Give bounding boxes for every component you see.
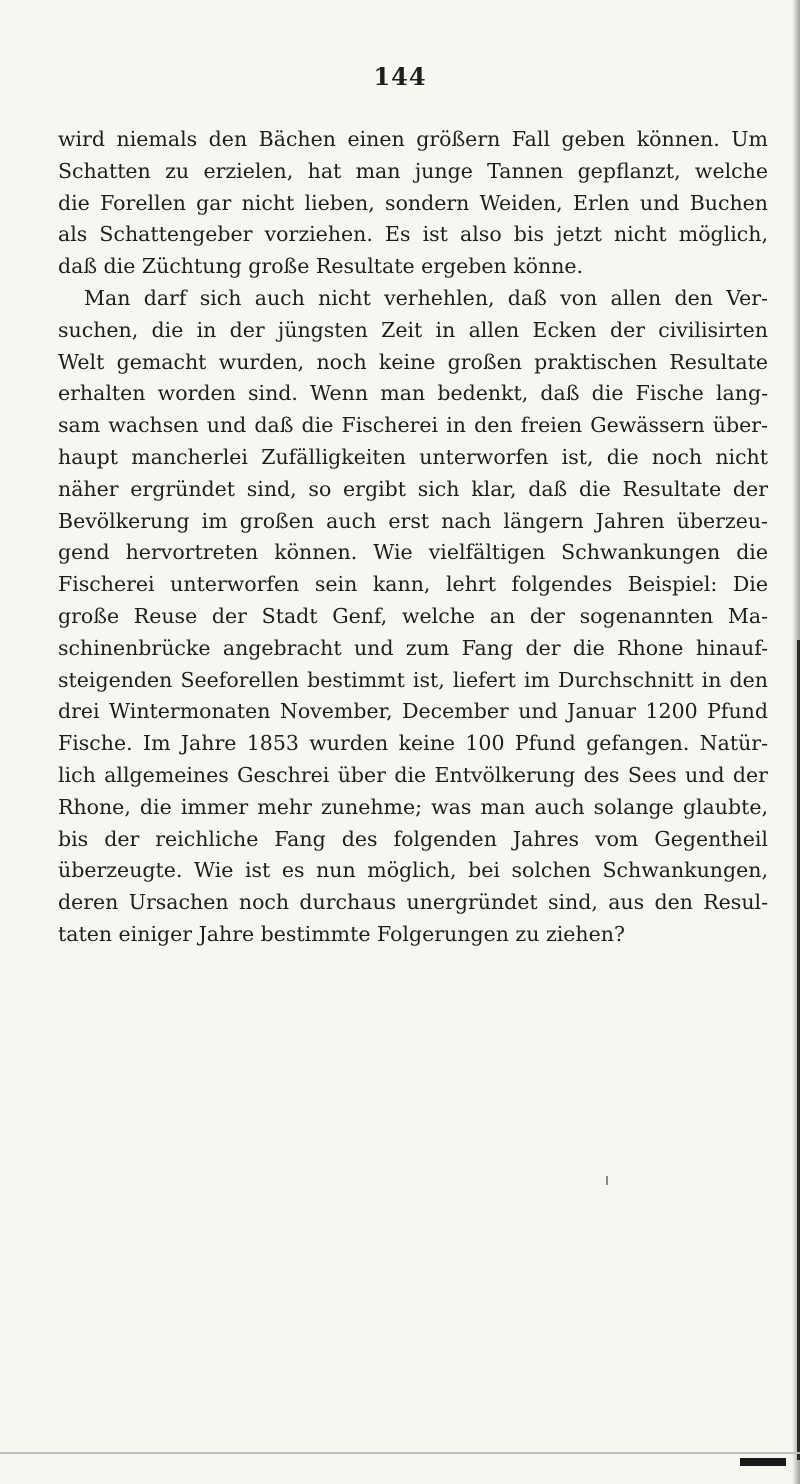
text-line: wird niemals den Bächen einen größern Fall geben können. Um: [58, 127, 768, 151]
text-line: lich allgemeines Geschrei über die Entvölkerung des Sees und der: [58, 762, 768, 787]
text-line: Man darf sich auch nicht verhehlen, daß von allen den Ver-: [84, 285, 768, 310]
text-line: Fischerei unterworfen sein kann, lehrt folgendes Beispiel: Die: [58, 572, 768, 597]
text-line: bis der reichliche Fang des folgenden Jahres vom Gegentheil: [58, 826, 768, 851]
text-line: Bevölkerung im großen auch erst nach längern Jahren überzeu-: [58, 508, 768, 533]
text-line: taten einiger Jahre bestimmte Folgerungen zu ziehen?: [58, 921, 625, 946]
text-line: drei Wintermonaten November, December und Januar 1200 Pfund: [58, 699, 768, 724]
text-line: schinenbrücke angebracht und zum Fang der die Rhone hinauf-: [58, 635, 768, 660]
text-line: als Schattengeber vorziehen. Es ist also bis jetzt nicht möglich,: [58, 222, 768, 247]
text-line: deren Ursachen noch durchaus unergründet sind, aus den Resul-: [58, 890, 768, 915]
text-line: näher ergründet sind, so ergibt sich klar, daß die Resultate der: [58, 476, 768, 501]
text-line: Schatten zu erzielen, hat man junge Tannen gepflanzt, welche: [58, 158, 768, 183]
text-line: gend hervortreten können. Wie vielfältigen Schwankungen die: [58, 540, 768, 565]
bottom-scan-edge: [0, 1452, 800, 1454]
text-line: Rhone, die immer mehr zunehme; was man auch solange glaubte,: [58, 794, 768, 819]
text-line: haupt mancherlei Zufälligkeiten unterworfen ist, die noch nicht: [58, 444, 768, 469]
text-line: die Forellen gar nicht lieben, sondern Weiden, Erlen und Buchen: [58, 190, 768, 215]
text-line: Welt gemacht wurden, noch keine großen praktischen Resultate: [58, 349, 768, 374]
text-line: erhalten worden sind. Wenn man bedenkt, daß die Fische lang-: [58, 381, 768, 406]
text-line: daß die Züchtung große Resultate ergeben könne.: [58, 254, 584, 279]
body-text: [58, 124, 768, 951]
text-line: sam wachsen und daß die Fischerei in den freien Gewässern über-: [58, 413, 768, 438]
text-line: überzeugte. Wie ist es nun möglich, bei solchen Schwankungen,: [58, 858, 768, 883]
corner-mark: [740, 1458, 786, 1466]
text-line: suchen, die in der jüngsten Zeit in allen Ecken der civilisirten: [58, 317, 768, 342]
text-line: Fische. Im Jahre 1853 wurden keine 100 Pfund gefangen. Natür-: [58, 731, 768, 756]
text-line: große Reuse der Stadt Genf, welche an der sogenannten Ma-: [58, 603, 768, 628]
page-number: 144: [373, 62, 427, 91]
text-line: steigenden Seeforellen bestimmt ist, liefert im Durchschnitt in den: [58, 667, 768, 692]
paper-speck: [606, 1176, 608, 1185]
